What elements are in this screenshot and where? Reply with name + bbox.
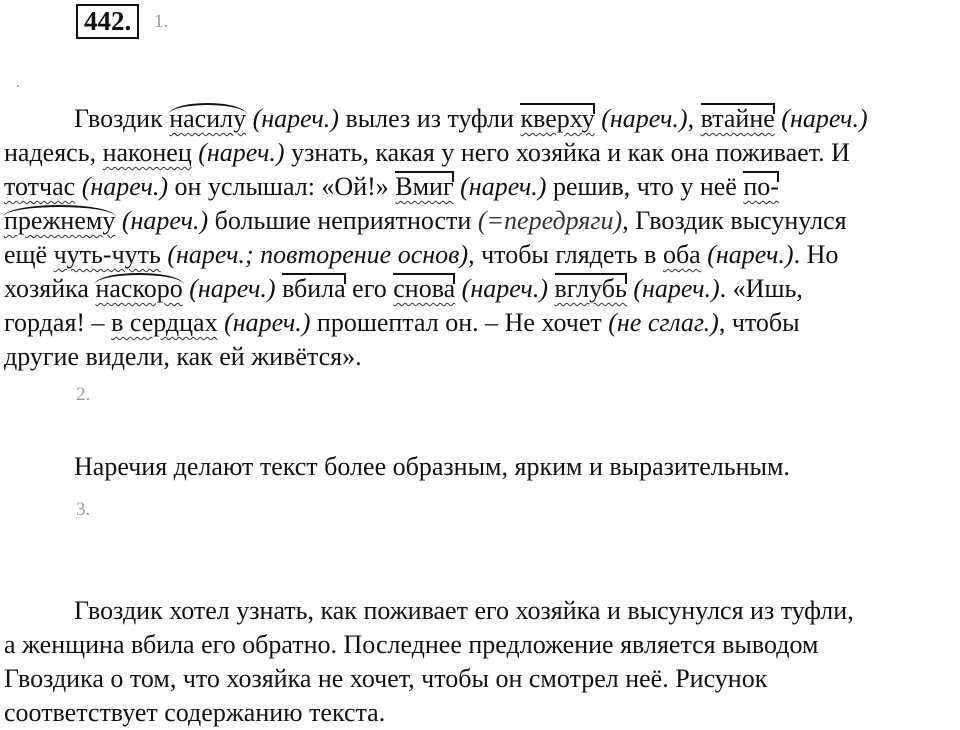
adverb-po-part2: прежнему: [4, 204, 115, 238]
task-number: 442.: [76, 4, 139, 39]
p1-line-2: надеясь, наконец (нареч.) узнать, какая у него хозяйка и как она поживает. И: [4, 138, 850, 167]
section-marker-1: 1.: [154, 11, 169, 32]
adverb-vmig: Вмиг: [395, 170, 453, 204]
stray-dot: .: [16, 74, 20, 91]
paragraph-2: [4, 450, 954, 484]
adverb-snova: снова: [393, 272, 455, 306]
adverb-naskoro: наскоро: [95, 272, 182, 306]
p1-line-1: Гвоздик насилу (нареч.) вылез из туфли кверху (нареч.), втайне (нареч.): [4, 102, 954, 136]
p1-line-4: прежнему (нареч.) большие неприятности (=передряги), Гвоздик высунулся: [4, 204, 954, 238]
p1-line-5: ещё чуть-чуть (нареч.; повторение основ), чтобы глядеть в оба (нареч.). Но: [4, 240, 839, 269]
p3-line-4: соответствует содержанию текста.: [4, 698, 386, 727]
adverb-po-part1: по-: [743, 170, 779, 204]
p1-line-6: хозяйка наскоро (нареч.) вбила его снова (нареч.) вглубь (нареч.). «Ишь,: [4, 272, 954, 306]
adverb-vtaine: втайне: [701, 102, 775, 136]
paragraph-1: [4, 102, 954, 374]
adverb-vglub: вглубь: [555, 272, 627, 306]
section-marker-2: 2.: [76, 384, 91, 405]
adverb-chut: чуть-чуть: [53, 240, 161, 269]
p3-line-1: Гвоздик хотел узнать, как поживает его хозяйка и высунулся из туфли,: [74, 596, 854, 625]
paragraph-3: [4, 594, 954, 730]
adverb-nakonets: наконец: [102, 138, 192, 167]
adverb-nasilu: насилу: [169, 102, 246, 136]
section-marker-3: 3.: [76, 499, 91, 520]
p1-line-7: гордая! – в сердцах (нареч.) прошептал он. – Не хочет (не сглаг.), чтобы: [4, 308, 800, 337]
p1-line-8: другие видели, как ей живётся».: [4, 342, 362, 371]
adverb-v-serdtsakh: в сердцах: [111, 308, 218, 337]
p3-line-2: а женщина вбила его обратно. Последнее предложение является выводом: [4, 630, 819, 659]
conclusion-text: Наречия делают текст более образным, ярким и выразительным.: [74, 452, 790, 481]
adverb-totchas: тотчас: [4, 172, 76, 201]
adverb-oba: оба: [662, 240, 701, 269]
word-vbila: вбила: [282, 272, 346, 306]
p3-line-3: Гвоздика о том, что хозяйка не хочет, чтобы он смотрел неё. Рисунок: [4, 664, 768, 693]
p1-line-3: тотчас (нареч.) он услышал: «Ой!» Вмиг (нареч.) решив, что у неё по-: [4, 170, 954, 204]
adverb-kverkhu: кверху: [520, 102, 594, 136]
